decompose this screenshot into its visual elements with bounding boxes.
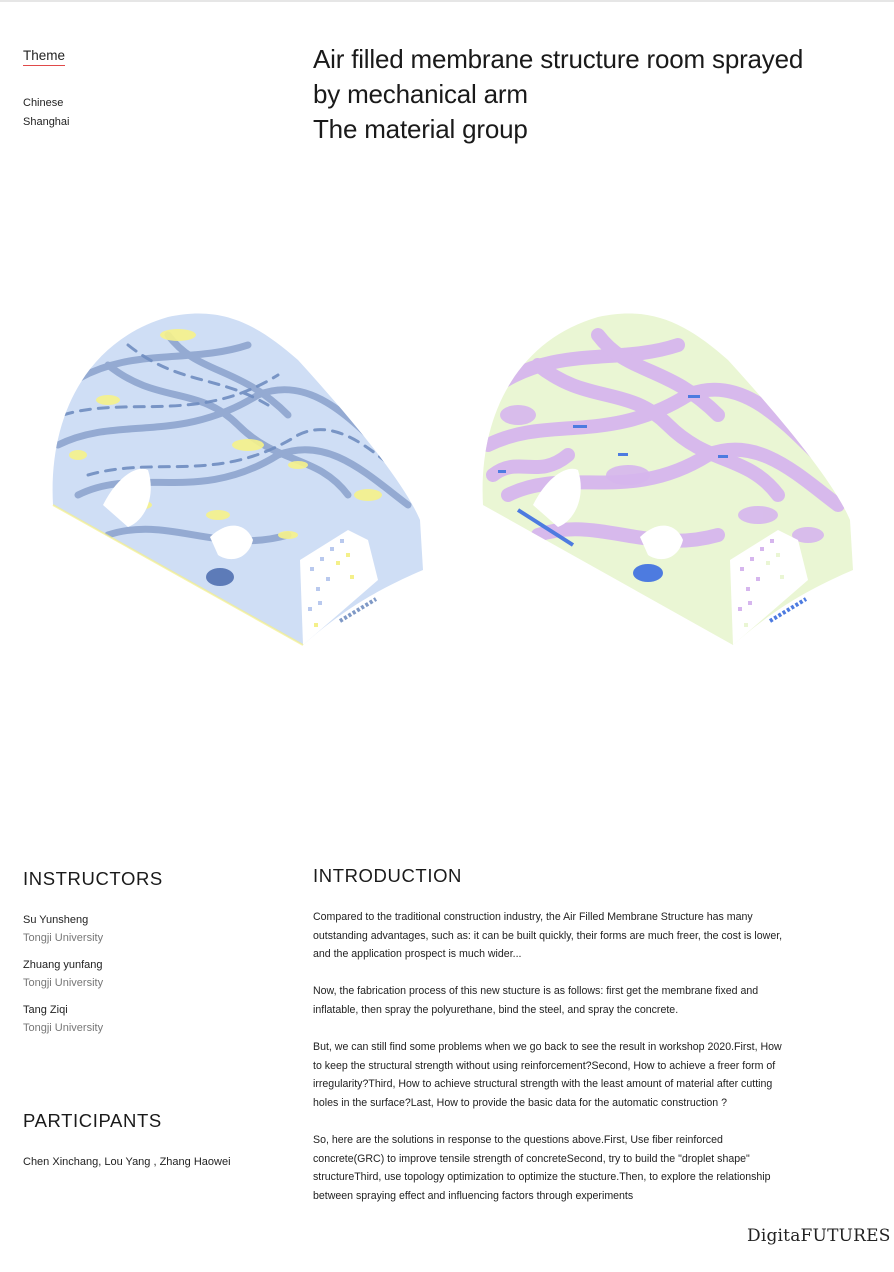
intro-paragraph: Compared to the traditional construction industry, the Air Filled Membrane Structure has many outstanding advantages, such as: it can be built quickly, their forms are much freer, the cost is lower, and the application prospect is much wider... <box>313 911 783 961</box>
introduction-body <box>313 908 789 1224</box>
title-line-1: Air filled membrane structure room sprayed <box>313 44 804 74</box>
meta-city: Shanghai <box>23 116 70 128</box>
theme-link[interactable]: Theme <box>23 48 65 66</box>
structure-model-stress <box>48 305 428 650</box>
intro-paragraph: But, we can still find some problems when we go back to see the result in workshop 2020.First, How to keep the structural strength without using reinforcement?Second, How to achieve a freer form of irregularity?Third, How to achieve structural strength with the least amount of material after cutting holes in the surface?Last, How to provide the basic data for the automatic construction ? <box>313 1041 782 1109</box>
title-line-2: by mechanical arm <box>313 79 528 109</box>
instructor-item <box>23 1001 103 1037</box>
instructor-org: Tongji University <box>23 1022 104 1034</box>
participants-names: Chen Xinchang, Lou Yang , Zhang Haowei <box>23 1156 231 1168</box>
page-title <box>313 42 873 147</box>
brand-logo: DigitaFUTURES <box>747 1226 891 1246</box>
instructor-org: Tongji University <box>23 977 104 989</box>
instructors-list <box>23 911 103 1046</box>
instructor-name: Zhuang yunfang <box>23 959 103 971</box>
instructor-name: Tang Ziqi <box>23 1004 68 1016</box>
instructor-item <box>23 911 103 947</box>
instructors-heading: INSTRUCTORS <box>23 868 163 889</box>
location-meta <box>23 94 70 132</box>
intro-paragraph: So, here are the solutions in response to the questions above.First, Use fiber reinforced concrete(GRC) to improve tensile strength of concreteSecond, try to build the "droplet shape" structureThird, use topology optimization to optimize the stucture.Then, to explore the relationship between spraying effect and influencing factors through experiments <box>313 1134 771 1202</box>
title-line-3: The material group <box>313 114 528 144</box>
introduction-heading: INTRODUCTION <box>313 865 463 886</box>
instructor-item <box>23 956 103 992</box>
structure-model-material <box>478 305 858 650</box>
participants-heading: PARTICIPANTS <box>23 1110 162 1131</box>
meta-language: Chinese <box>23 97 64 109</box>
instructor-org: Tongji University <box>23 932 104 944</box>
top-divider <box>0 0 894 2</box>
intro-paragraph: Now, the fabrication process of this new stucture is as follows: first get the membrane fixed and inflatable, then spray the polyurethane, bind the steel, and spray the concrete. <box>313 985 759 1016</box>
instructor-name: Su Yunsheng <box>23 914 89 926</box>
